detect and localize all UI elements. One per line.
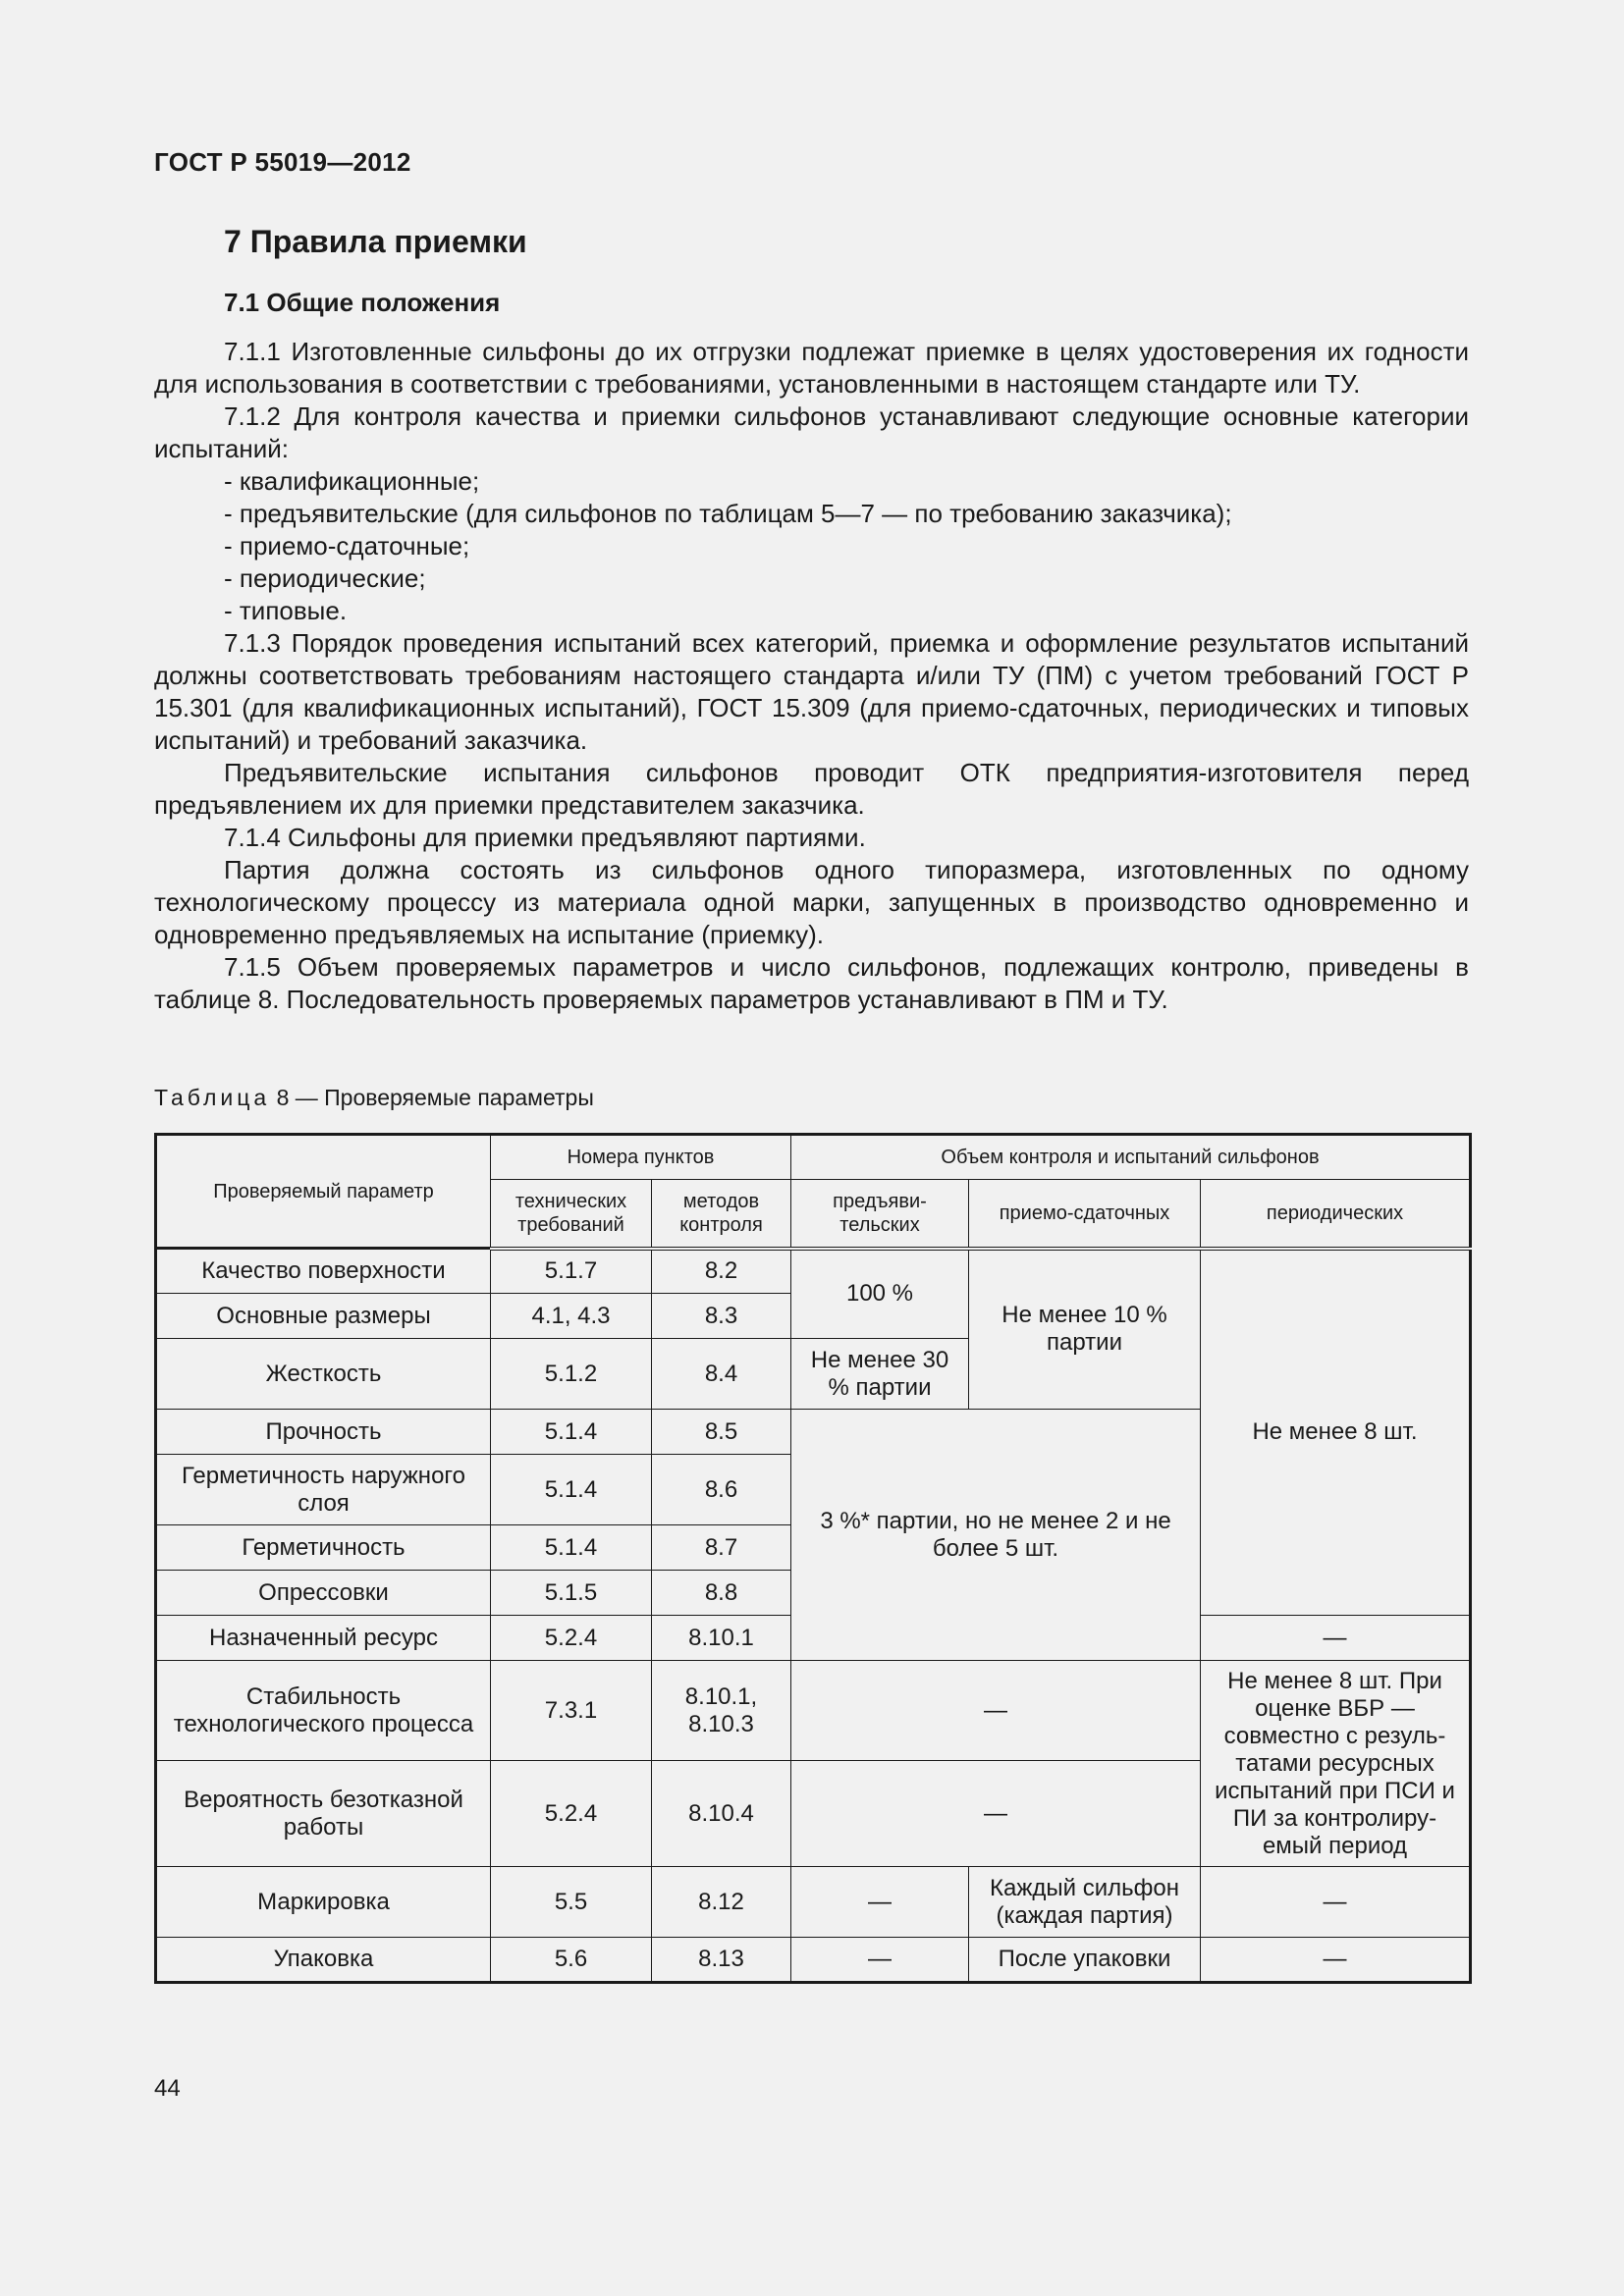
paragraph-7-1-3-b: Предъявительские испытания сильфонов проводит ОТК предприятия-изготовителя перед предъявлением их для приемки представителем заказчика. [154,758,1469,820]
table-row [156,1867,1471,1938]
cell-acc-10: Не менее 10 % партии [969,1249,1201,1410]
header-periodic: периодических [1201,1180,1471,1249]
list-item: - типовые. [224,596,348,625]
cell-mark-per: — [1201,1867,1471,1938]
header-scope: Объем контроля и испытаний сильфонов [791,1135,1471,1180]
cell-pres-100: 100 % [791,1249,969,1339]
header-presentation: предъяви-тельских [791,1180,969,1249]
header-tech: технических требований [491,1180,652,1249]
body-text [154,336,1469,1016]
cell-method: 8.7 [652,1525,791,1571]
cell-per-vbr: Не менее 8 шт. При оценке ВБР — совместно с резуль-татами ресурсных испытаний при ПСИ и ПИ за контролиру-емый период [1201,1661,1471,1867]
cell-tech: 5.2.4 [491,1616,652,1661]
list-item: - периодические; [224,563,426,593]
cell-param: Жесткость [156,1339,491,1410]
list-item: - квалификационные; [224,466,480,496]
cell-per-8: Не менее 8 шт. [1201,1249,1471,1616]
list-item: - приемо-сдаточные; [224,531,470,561]
cell-param: Качество поверхности [156,1249,491,1294]
cell-pres-30: Не менее 30 % партии [791,1339,969,1410]
cell-tech: 5.1.4 [491,1410,652,1455]
cell-tech: 5.1.2 [491,1339,652,1410]
section-title: 7 Правила приемки [224,224,527,259]
document-header: ГОСТ Р 55019—2012 [154,147,411,177]
cell-method: 8.3 [652,1294,791,1339]
table-caption [154,1085,594,1111]
paragraph-7-1-2: 7.1.2 Для контроля качества и приемки сильфонов устанавливают следующие основные категории испытаний: [154,401,1469,463]
cell-method: 8.10.1, 8.10.3 [652,1661,791,1761]
cell-param: Опрессовки [156,1571,491,1616]
cell-param: Основные размеры [156,1294,491,1339]
cell-method: 8.5 [652,1410,791,1455]
subsection-title: 7.1 Общие положения [224,288,501,317]
table-row [156,1661,1471,1761]
cell-mark-acc: Каждый сильфон (каждая партия) [969,1867,1201,1938]
cell-tech: 5.5 [491,1867,652,1938]
page-number: 44 [154,2075,181,2102]
cell-mark-pres: — [791,1867,969,1938]
header-numbers: Номера пунктов [491,1135,791,1180]
cell-param: Упаковка [156,1938,491,1983]
cell-tech: 5.1.5 [491,1571,652,1616]
cell-method: 8.10.4 [652,1761,791,1867]
cell-tech: 5.1.7 [491,1249,652,1294]
table-row [156,1938,1471,1983]
cell-param: Назначенный ресурс [156,1616,491,1661]
cell-method: 8.2 [652,1249,791,1294]
table-caption-prefix: Таблица [154,1085,271,1110]
cell-method: 8.10.1 [652,1616,791,1661]
cell-method: 8.8 [652,1571,791,1616]
cell-per-resource: — [1201,1616,1471,1661]
cell-method: 8.6 [652,1455,791,1525]
cell-vbr-dash: — [791,1761,1201,1867]
cell-mid-3pct: 3 %* партии, но не менее 2 и не более 5 шт. [791,1410,1201,1661]
cell-param: Вероятность безотказной работы [156,1761,491,1867]
cell-method: 8.12 [652,1867,791,1938]
paragraph-7-1-4-b: Партия должна состоять из сильфонов одного типоразмера, изготовленных по одному технологическому процессу из материала одной марки, запущенных в производство одновременно и одновременно предъявляемых на испытание (приемку). [154,855,1469,949]
header-methods: методов контроля [652,1180,791,1249]
cell-param: Маркировка [156,1867,491,1938]
parameters-table [154,1133,1472,1984]
cell-pack-per: — [1201,1938,1471,1983]
cell-tech: 5.1.4 [491,1455,652,1525]
header-acceptance: приемо-сдаточных [969,1180,1201,1249]
cell-pack-pres: — [791,1938,969,1983]
table-row [156,1249,1471,1294]
cell-tech: 5.2.4 [491,1761,652,1867]
cell-stab-dash: — [791,1661,1201,1761]
cell-pack-acc: После упаковки [969,1938,1201,1983]
paragraph-7-1-5: 7.1.5 Объем проверяемых параметров и число сильфонов, подлежащих контролю, приведены в таблице 8. Последовательность проверяемых параметров устанавливают в ПМ и ТУ. [154,952,1469,1014]
cell-tech: 4.1, 4.3 [491,1294,652,1339]
header-param: Проверяемый параметр [156,1135,491,1249]
list-item: - предъявительские (для сильфонов по таблицам 5—7 — по требованию заказчика); [224,499,1232,528]
cell-method: 8.13 [652,1938,791,1983]
cell-param: Герметичность [156,1525,491,1571]
paragraph-7-1-4: 7.1.4 Сильфоны для приемки предъявляют партиями. [224,823,866,852]
cell-param: Стабильность технологического процесса [156,1661,491,1761]
cell-tech: 7.3.1 [491,1661,652,1761]
cell-param: Герметичность наружного слоя [156,1455,491,1525]
paragraph-7-1-3: 7.1.3 Порядок проведения испытаний всех категорий, приемка и оформление результатов испытаний должны соответствовать требованиям настоящего стандарта и/или ТУ (ПМ) с учетом требований ГОСТ Р 15.301 (для квалификационных испытаний), ГОСТ 15.309 (для приемо-сдаточных, периодических и типовых испытаний) и требований заказчика. [154,628,1469,755]
cell-tech: 5.1.4 [491,1525,652,1571]
table-caption-text: 8 — Проверяемые параметры [270,1085,594,1110]
cell-param: Прочность [156,1410,491,1455]
cell-method: 8.4 [652,1339,791,1410]
paragraph-7-1-1: 7.1.1 Изготовленные сильфоны до их отгрузки подлежат приемке в целях удостоверения их годности для использования в соответствии с требованиями, установленными в настоящем стандарте или ТУ. [154,337,1469,399]
cell-tech: 5.6 [491,1938,652,1983]
